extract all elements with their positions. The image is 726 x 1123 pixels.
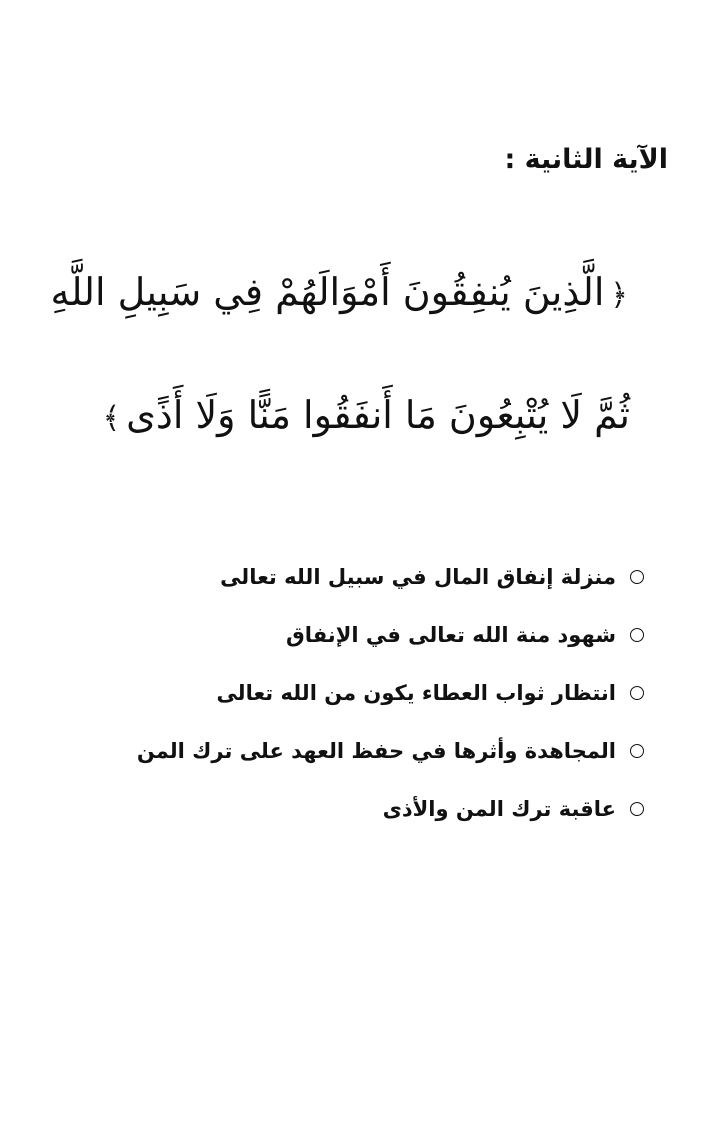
list-item (137, 722, 644, 780)
circle-bullet-icon (630, 628, 644, 642)
circle-bullet-icon (630, 570, 644, 584)
section-heading: الآية الثانية : (504, 144, 668, 175)
topic-text: انتظار ثواب العطاء يكون من الله تعالى (216, 681, 616, 705)
circle-bullet-icon (630, 802, 644, 816)
quran-verse-line-1 (50, 262, 634, 326)
verse-text-line-1: الَّذِينَ يُنفِقُونَ أَمْوَالَهُمْ فِي سَبِيلِ اللَّهِ (50, 270, 605, 314)
verse-text-line-2: ثُمَّ لَا يُتْبِعُونَ مَا أَنفَقُوا مَنًّا وَلَا أَذًى (126, 393, 630, 437)
topic-text: عاقبة ترك المن والأذى (382, 797, 616, 821)
list-item (137, 780, 644, 838)
topic-text: شهود منة الله تعالى في الإنفاق (286, 623, 616, 647)
topic-text: منزلة إنفاق المال في سبيل الله تعالى (220, 565, 616, 589)
list-item (137, 606, 644, 664)
quran-verse-line-2 (102, 385, 630, 449)
circle-bullet-icon (630, 686, 644, 700)
list-item (137, 664, 644, 722)
list-item (137, 548, 644, 606)
topic-text: المجاهدة وأثرها في حفظ العهد على ترك المن (136, 739, 616, 763)
topics-list (137, 548, 644, 838)
circle-bullet-icon (630, 744, 644, 758)
verse-open-ornament: ﴿ (610, 277, 628, 313)
verse-close-ornament: ﴾ (102, 400, 121, 436)
